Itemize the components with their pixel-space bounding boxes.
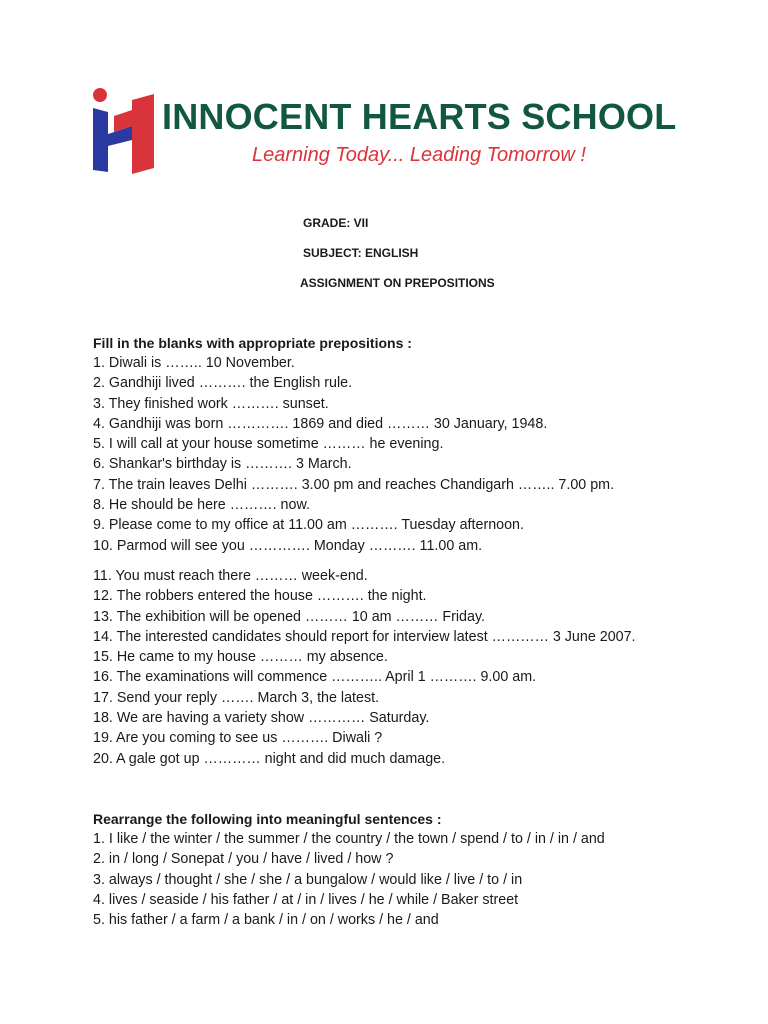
list-item: 14. The interested candidates should report for interview latest ………… 3 June 2007. <box>93 628 636 645</box>
list-item: 11. You must reach there ……… week-end. <box>93 568 368 584</box>
list-item: 19. Are you coming to see us ………. Diwali ? <box>93 730 383 747</box>
assignment-title: ASSIGNMENT ON PREPOSITIONS <box>300 276 495 290</box>
list-item: 1. Diwali is …….. 10 November. <box>93 355 295 371</box>
list-item: 9. Please come to my office at 11.00 am ………. Tuesday afternoon. <box>93 517 524 534</box>
list-item: 15. He came to my house ……… my absence. <box>93 649 388 666</box>
list-item: 7. The train leaves Delhi ………. 3.00 pm and reaches Chandigarh …….. 7.00 pm. <box>93 476 615 493</box>
list-item: 3. always / thought / she / she / a bungalow / would like / live / to / in <box>93 871 523 888</box>
section-rearrange-title: Rearrange the following into meaningful sentences : <box>93 811 442 827</box>
fill-blanks-list-a <box>93 353 614 556</box>
list-item: 1. I like / the winter / the summer / the country / the town / spend / to / in / in / and <box>93 831 605 847</box>
list-item: 10. Parmod will see you …………. Monday ………. 11.00 am. <box>93 537 483 554</box>
list-item: 13. The exhibition will be opened ……… 10 am ……… Friday. <box>93 608 486 625</box>
section-fill-blanks-title: Fill in the blanks with appropriate prepositions : <box>93 335 412 351</box>
list-item: 4. lives / seaside / his father / at / in / lives / he / while / Baker street <box>93 891 519 908</box>
grade-label: GRADE: VII <box>303 216 369 230</box>
list-item: 18. We are having a variety show ………… Saturday. <box>93 710 430 727</box>
school-name: INNOCENT HEARTS SCHOOL <box>162 96 677 137</box>
list-item: 6. Shankar's birthday is ………. 3 March. <box>93 456 352 473</box>
list-item: 3. They finished work ………. sunset. <box>93 395 329 412</box>
list-item: 2. in / long / Sonepat / you / have / lived / how ? <box>93 851 394 868</box>
list-item: 16. The examinations will commence ……….. April 1 ………. 9.00 am. <box>93 669 537 686</box>
list-item: 4. Gandhiji was born …………. 1869 and died ……… 30 January, 1948. <box>93 415 548 432</box>
rearrange-list <box>93 829 605 930</box>
school-tagline: Learning Today... Leading Tomorrow ! <box>252 144 586 166</box>
fill-blanks-list-b <box>93 566 636 769</box>
list-item: 5. his father / a farm / a bank / in / on / works / he / and <box>93 912 439 929</box>
subject-label: SUBJECT: ENGLISH <box>303 246 419 260</box>
school-header <box>92 86 702 178</box>
list-item: 5. I will call at your house sometime ……… he evening. <box>93 436 444 453</box>
ih-monogram-logo <box>92 86 156 174</box>
list-item: 8. He should be here ………. now. <box>93 497 310 514</box>
list-item: 12. The robbers entered the house ………. the night. <box>93 588 427 605</box>
list-item: 17. Send your reply ……. March 3, the latest. <box>93 689 380 706</box>
list-item: 20. A gale got up ………… night and did much damage. <box>93 750 446 767</box>
list-item: 2. Gandhiji lived ………. the English rule. <box>93 375 353 392</box>
